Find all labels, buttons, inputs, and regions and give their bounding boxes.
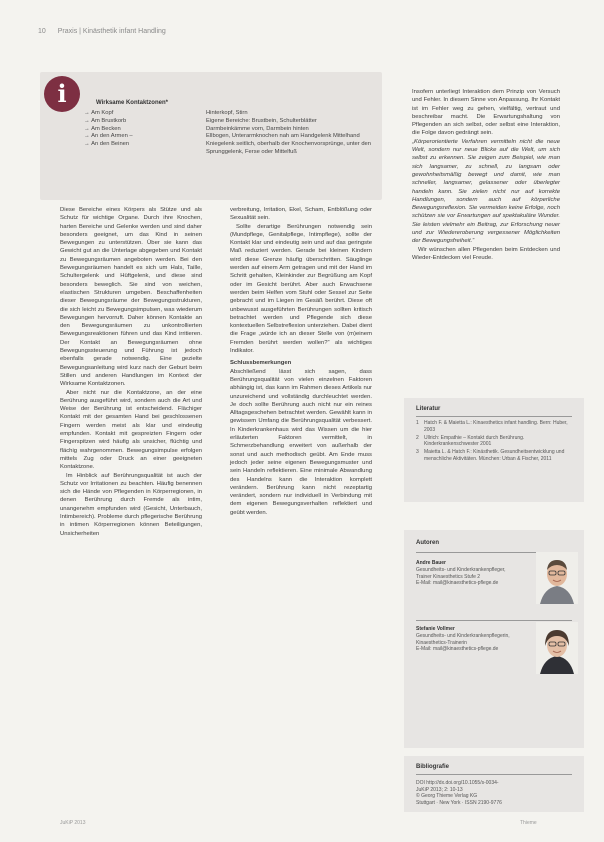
literature-panel	[404, 398, 584, 502]
author-info: Stefanie Vollmer Gesundheits- und Kinderkrankenpflegerin, Kinaesthetics-Trainerin E-Mail: mail@kinaesthetics-pflege.de	[416, 626, 536, 653]
footer-journal: JuKiP 2013	[60, 820, 86, 826]
divider	[416, 620, 572, 621]
paragraph: verbreitung, Irritation, Ekel, Scham, Entblößung oder Sexualität sein.	[230, 207, 372, 222]
author-photo	[536, 552, 578, 604]
bibliography-title: Bibliografie	[416, 764, 450, 770]
divider	[416, 774, 572, 775]
paragraph: Diese Bereiche eines Körpers als Stütze und als Schutz für wichtige Organe. Durch ihre Knochen, harten Bereiche und Gelenke werden und sind daher besonders geeignet, um das Kind in seinen Bewegungen zu unterstützen. Über sie kann das Gewicht gut an die Unterlage abgegeben und Kontakt zu Bewegungsräumen angeboten werden. Bei den Bewegungsräumen handelt es sich um Hals, Taille, Schultergelenk und Hüftgelenk, und diese sind besonders beweglich. Sie sind von weichen, elastischen Strukturen umgeben. Beschaffenheiten dieser Bewegungsräume der Bewegungsstrukturen, die sich leicht zu Bewegungsimpulsen, was wiederum Bewegungen hervorruft. Daher können Kontakte an den Bewegungsräumen zu unkontrollierten Bewegungsreaktionen führen und das Kind irritieren. Der Kontakt an Bewegungsräumen ohne Bewegungssteuerung und Führung ist jedoch ebenfalls gerade notwendig. Eine gezielte Bewegungsanleitung wird kurz nach der Geburt beim Stillen und anderen Handlungen im Kontext der Wirksame Kontaktzonen.	[60, 207, 202, 388]
literature-item: 2 Ullrich: Empathie – Kontakt durch Berührung. Kinderkrankenschwester 2001	[416, 434, 525, 448]
footer-publisher: Thieme	[520, 820, 537, 826]
bibliography-text: DOI http://dx.doi.org/10.1055/s-0034- JuKiP 2013; 2: 10-13 © Georg Thieme Verlag KG Stuttgart · New York · ISSN 2190-9776	[416, 780, 502, 806]
left-column	[60, 206, 202, 538]
portrait-image	[536, 622, 578, 674]
info-row: → An den Beinen Kniegelenk seitlich, oberhalb der Knochenvorsprünge, unter den Sprunggelenk, Ferse oder Mittelfuß	[84, 141, 371, 155]
info-row: → Am Becken Darmbeinkämme vorn, Darmbein hinten	[84, 125, 309, 132]
author-name: Andre Bauer	[416, 560, 447, 566]
literature-item: 3 Maietta L. & Hatch F.: Kinästhetik. Gesundheitsentwicklung und menschliche Aktivitäten. München: Urban & Fischer, 2011	[416, 449, 565, 462]
paragraph: Wir wünschen allen Pflegenden beim Entdecken und Wieder-Entdecken viel Freude.	[412, 246, 560, 261]
paragraph: Abschließend lässt sich sagen, dass Berührungsqualität von vielen einzelnen Faktoren abhängig ist, das kann im Rahmen dieses Artikels nur unzureichend und vollständig durchleuchtet werden. Je doch sollte Berührung auch nicht nur ein reines Alltagsgeschehen betrachtet werden. Gewählt kann in gewissem Umfang die Berührungsqualität verbessert. In Kinderkrankenhaus wird das Wissen um die hier erläuterten Faktoren vermittelt, in Schmerzbehandlung erweitert von außerhalb der sonst und auch methodisch geübt. Am Ende muss jedoch jeder seine eigenen Bewegungsmuster und sein Handeln reflektieren. Eine minimale Abwandlung des Handelns kann die Interaktion komplett verändern. Berührung kann nicht rezeptartig verändert, sondern nur individuell in Verbindung mit dem eigenen Bewegungsverhalten reflektiert und geübt werden.	[230, 368, 372, 516]
divider	[416, 416, 572, 417]
literature-list	[416, 420, 576, 464]
info-row: → An den Armen – Ellbogen, Unterarmknochen nah am Handgelenk Mittelhand	[84, 133, 360, 140]
info-row: → Am Kopf Hinterkopf, Stirn	[84, 110, 248, 116]
page-number: 10	[38, 28, 46, 35]
quote-paragraph: „Körperorientierte Verfahren vermitteln nicht die neue Welt, sondern nur neue Blicke auf die Welt, um sich selbst zu erkennen. Sie zeigen zum Beispiel, wie man sich langsamer, zu schnell, zu langsam oder gewohnheitsmäßig bewegt und damit, wie man schneller, langsamer, gelassener oder überlegter handeln kann. Sie zielen nicht nur auf korrekte Handlungen, sondern auch auf körperliche Bewegungsreflexion. Sie vermeiden keine Erfolge, noch schützen sie vor Erwartungen auf spektakuläre Wunder. Sie leisten vielmehr ein Beitrag, zur Erforschung neuer und zur Wiedereroberung vergessener Möglichkeiten der Bewegungsfreiheit.“	[412, 138, 560, 245]
section-heading: Schlussbemerkungen	[230, 360, 292, 367]
portrait-image	[536, 552, 578, 604]
authors-panel	[404, 530, 584, 748]
literature-item: 1 Hatch F. & Maietta L.: Kinaesthetics infant handling. Bern: Huber, 2003	[416, 420, 568, 433]
paragraph: Aber nicht nur die Kontaktzone, an der eine Berührung ausgeführt wird, sondern auch die Art und Weise der Berührung ist entscheidend. Flächiger Kontakt mit der gesamten Hand bei geschlossenen Fingern werden meist als klar und eindeutig empfunden. Kontakt mit gespreizten Fingern oder Fingerspitzen wird häufig als unsicher, flüchtig und flächig wahrgenommen. Bewegungsimpulse erfolgen mittels Zug oder Druck an einer geeigneten Kontaktzone.	[60, 389, 202, 471]
running-head-text: Praxis | Kinästhetik infant Handling	[57, 28, 166, 35]
right-column	[412, 88, 560, 262]
info-icon: i	[44, 76, 80, 112]
bibliography-panel	[404, 756, 584, 812]
paragraph: Im Hinblick auf Berührungsqualität ist auch der Schutz vor Irritationen zu beachten. Häufig benennen sich die Hände von Pflegenden in Körperregionen, in denen Berührung durch Fremde als intim, unangenehm empfunden wird (Gesicht, Unterbauch, Intimbereich). Probleme durch pflegerische Berührung in intimen Körperregionen können Beteiligungen, Unsicherheiten	[60, 472, 202, 537]
paragraph: Sollte derartige Berührungen notwendig sein (Mundpflege, Genitalpflege, Intimpflege), sollte der Kontakt klar und eindeutig sein und auf das geringste Maß reduziert werden. Gerade bei kleinen Kindern wird diese Grenze häufig überschritten. Säuglinge werden auf einem Arm getragen und mit der Hand im Schritt gehalten, Kleinkinder zur Begrüßung am Kopf oder im Gesicht berührt. Aber auch Erwachsene werden beim Helfen vom Stuhl oder Sessel zur Seite gebracht und im Liegen im Gesäß berührt. Diese oft unbewusst ausgeführten Berührungen sollten kritisch betrachtet werden und Pflegende sich diese kontextuellen Selbstreflexion unterziehen. Dabei dient die Frage „würde ich an dieser Stelle von (m)einem Fremden berührt werden wollen?“ als wichtiges Indikator.	[230, 223, 372, 355]
middle-column	[230, 206, 372, 517]
literature-title: Literatur	[416, 406, 441, 412]
paragraph: Insofern unterliegt Interaktion dem Prinzip von Versuch und Fehler. In diesem Sinne von Anpassung. Ihr Kontakt ist im Fehler weg zu gehen, vielfältig, vertraut und beschreibar macht. Die Erwartungshaltung von Pflegenden an sich selbst, oder selbst eine Interaktion, die Folge davon gedrängt sein.	[412, 89, 560, 137]
info-box-rows	[84, 110, 374, 157]
running-head	[38, 28, 368, 35]
author-name: Stefanie Vollmer	[416, 626, 455, 632]
info-row: → Am Brustkorb Eigene Bereiche: Brustbein, Schulterblätter	[84, 117, 317, 124]
author-photo	[536, 622, 578, 674]
info-box-title: Wirksame Kontaktzonen*	[96, 100, 168, 106]
authors-title: Autoren	[416, 540, 439, 546]
author-info: Andre Bauer Gesundheits- und Kinderkrankenpfleger, Trainer Kinaesthetics Stufe 2 E-Mail: mail@kinaesthetics-pflege.de	[416, 560, 536, 587]
